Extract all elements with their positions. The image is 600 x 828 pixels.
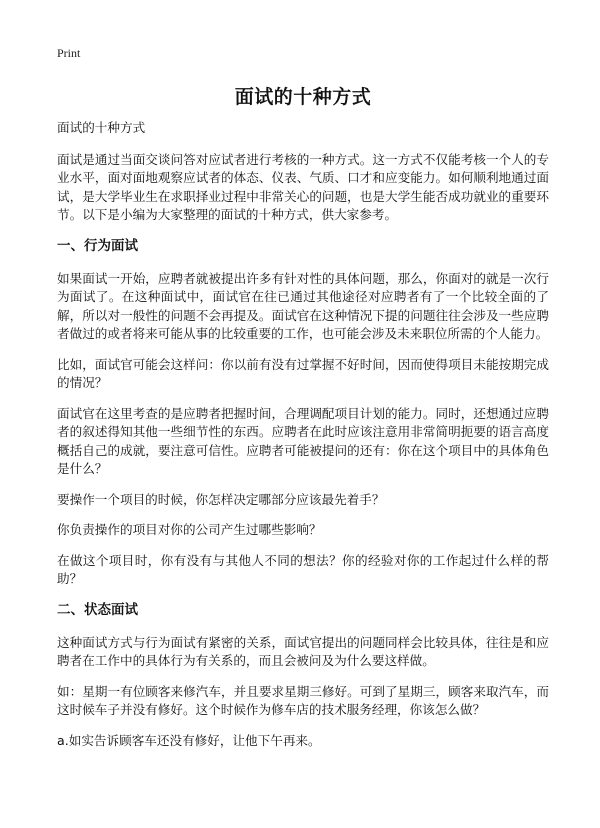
section-paragraph: 在做这个项目时，你有没有与其他人不同的想法？你的经验对你的工作起过什么样的帮助？ — [57, 552, 549, 586]
document-title: 面试的十种方式 — [234, 86, 372, 108]
section-paragraph: a.如实告诉顾客车还没有修好，让他下午再来。 — [57, 732, 321, 748]
intro-paragraph: 面试是通过当面交谈问答对应试者进行考核的一种方式。这一方式不仅能考核一个人的专业水平，面对面地观察应试者的体态、仪表、气质、口才和应变能力。如何顺利地通过面试，是大学毕业生在求职择业过程中非常关心的问题，也是大学生能否成功就业的重要环节。以下是小编为大家整理的面试的十种方式，供大家参考。 — [57, 151, 549, 222]
document-body — [57, 119, 549, 762]
section-heading-situational: 二、状态面试 — [57, 601, 138, 618]
document-subtitle: 面试的十种方式 — [57, 120, 146, 135]
section-paragraph: 这种面试方式与行为面试有紧密的关系，面试官提出的问题同样会比较具体，往往是和应聘者在工作中的具体行为有关系的，而且会被问及为什么要这样做。 — [57, 634, 549, 668]
print-label[interactable]: Print — [57, 46, 81, 60]
section-paragraph: 面试官在这里考查的是应聘者把握时间，合理调配项目计划的能力。同时，还想通过应聘者的叙述得知其他一些细节性的东西。应聘者在此时应该注意用非常简明扼要的语言高度概括自己的成就，要注意可信性。应聘者可能被提问的还有：你在这个项目中的具体角色是什么？ — [57, 405, 549, 476]
section-paragraph: 要操作一个项目的时候，你怎样决定哪部分应该最先着手？ — [57, 491, 385, 507]
section-paragraph: 如：星期一有位顾客来修汽车，并且要求星期三修好。可到了星期三，顾客来取汽车，而这时候车子并没有修好。这个时候作为修车店的技术服务经理，你该怎么做？ — [57, 683, 549, 717]
section-paragraph: 比如，面试官可能会这样问：你以前有没有过掌握不好时间，因而使得项目未能按期完成的情况？ — [57, 356, 549, 390]
section-heading-behavioral: 一、行为面试 — [57, 237, 138, 254]
section-paragraph: 你负责操作的项目对你的公司产生过哪些影响？ — [57, 522, 322, 537]
section-paragraph: 如果面试一开始，应聘者就被提出许多有针对性的具体问题，那么，你面对的就是一次行为面试了。在这种面试中，面试官在往已通过其他途径对应聘者有了一个比较全面的了解，所以对一般性的问题不会再提及。面试官在这种情况下提的问题往往会涉及一些应聘者做过的或者将来可能从事的比较重要的工作，也可能会涉及未来职位所需的个人能力。 — [57, 270, 549, 341]
